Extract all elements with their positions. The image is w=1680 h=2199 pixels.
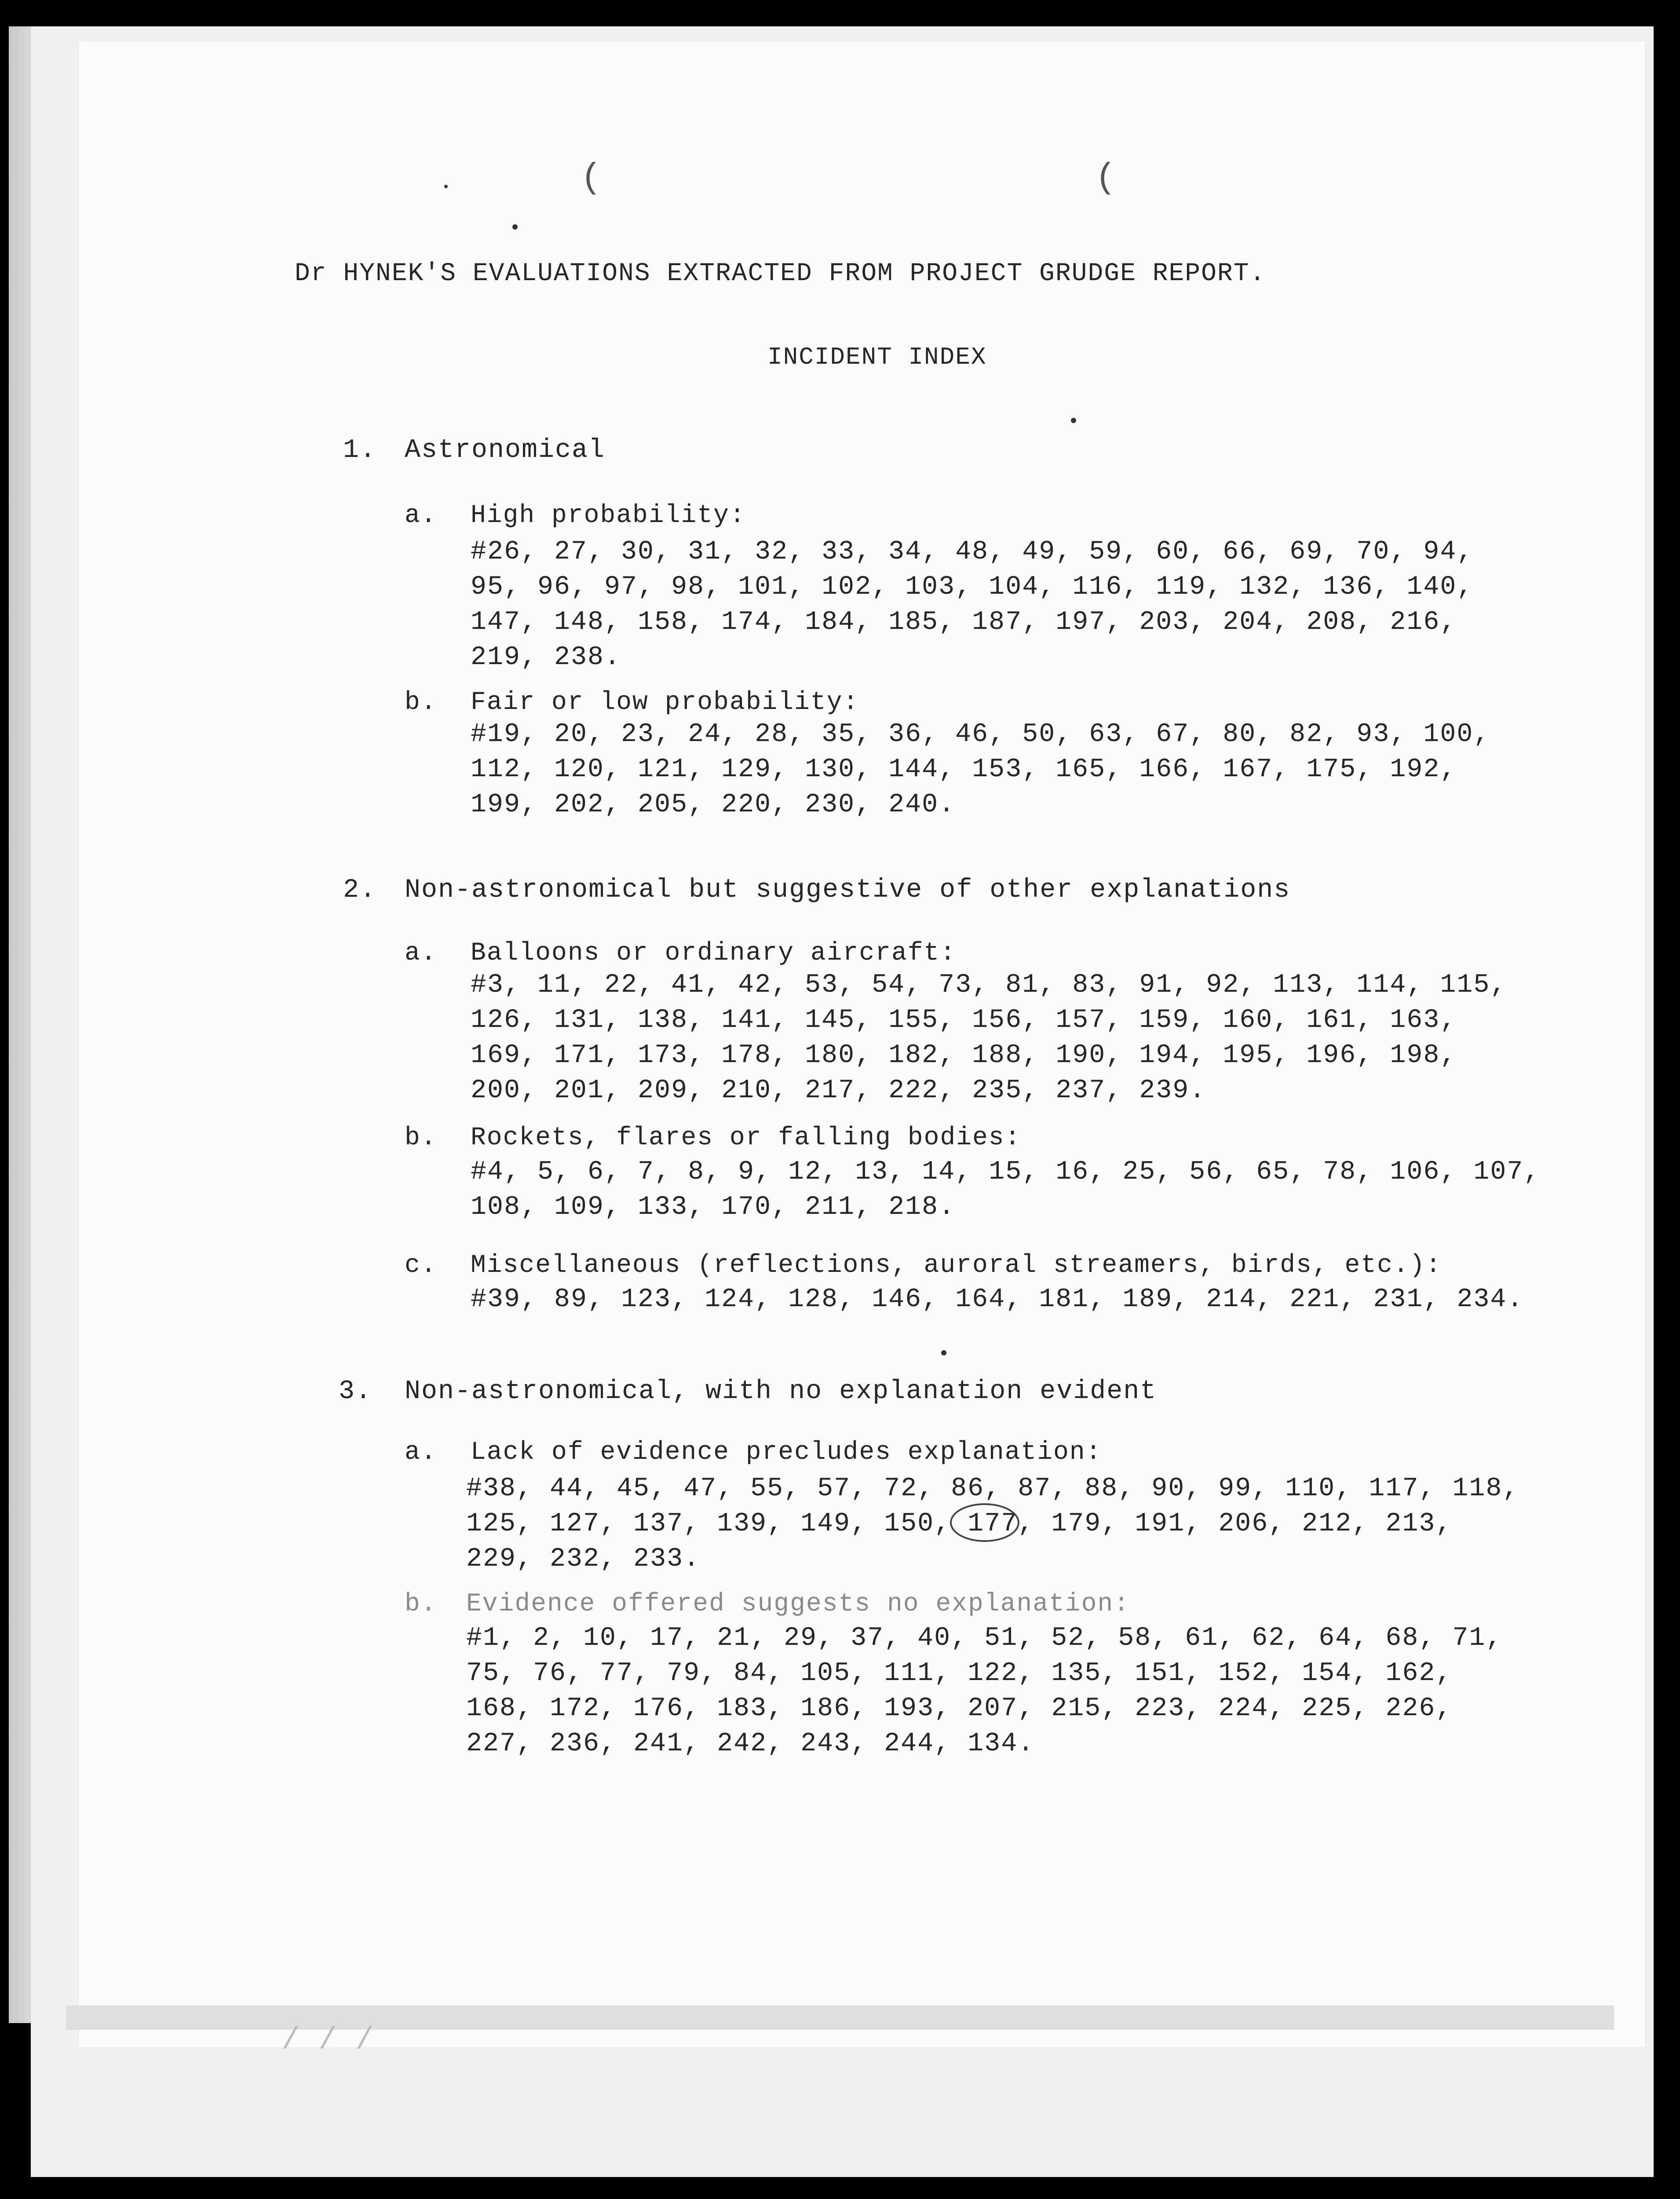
incident-line: #26, 27, 30, 31, 32, 33, 34, 48, 49, 59, 60, 66, 69, 70, 94, [471, 537, 1474, 567]
document-subtitle: INCIDENT INDEX [767, 343, 987, 371]
incident-line: 168, 172, 176, 183, 186, 193, 207, 215, 223, 224, 225, 226, [466, 1694, 1453, 1724]
incident-line: #38, 44, 45, 47, 55, 57, 72, 86, 87, 88, 90, 99, 110, 117, 118, [466, 1474, 1519, 1504]
incident-line: #1, 2, 10, 17, 21, 29, 37, 40, 51, 52, 58, 61, 62, 64, 68, 71, [466, 1623, 1503, 1653]
paren-mark: ( [1095, 158, 1117, 198]
incident-line: 200, 201, 209, 210, 217, 222, 235, 237, 239. [471, 1076, 1206, 1106]
incident-line: 147, 148, 158, 174, 184, 185, 187, 197, 203, 204, 208, 216, [471, 607, 1457, 637]
incident-line: 95, 96, 97, 98, 101, 102, 103, 104, 116, 119, 132, 136, 140, [471, 572, 1474, 602]
incident-line: #3, 11, 22, 41, 42, 53, 54, 73, 81, 83, 91, 92, 113, 114, 115, [471, 970, 1507, 1000]
subsection-letter: c. [405, 1251, 437, 1280]
subsection-label: Evidence offered suggests no explanation: [466, 1590, 1130, 1618]
subsection-letter: a. [405, 501, 437, 530]
incident-line: 108, 109, 133, 170, 211, 218. [471, 1192, 956, 1222]
section-heading: Astronomical [405, 435, 606, 465]
section-heading: Non-astronomical but suggestive of other explanations [405, 875, 1291, 905]
incident-list [471, 1154, 1540, 1225]
subsection-label: Miscellaneous (reflections, auroral streamers, birds, etc.): [471, 1251, 1442, 1280]
incident-line: 169, 171, 173, 178, 180, 182, 188, 190, 194, 195, 196, 198, [471, 1041, 1457, 1070]
incident-line: 229, 232, 233. [466, 1544, 701, 1574]
incident-line: #4, 5, 6, 7, 8, 9, 12, 13, 14, 15, 16, 25, 56, 65, 78, 106, 107, [471, 1157, 1541, 1187]
subsection-label: Balloons or ordinary aircraft: [471, 939, 957, 968]
subsection-letter: b. [405, 1590, 437, 1618]
paren-mark: ( [581, 158, 602, 198]
subsection-label: High probability: [471, 501, 746, 530]
incident-line: 75, 76, 77, 79, 84, 105, 111, 122, 135, 151, 152, 154, 162, [466, 1658, 1453, 1688]
subsection-label: Rockets, flares or falling bodies: [471, 1124, 1021, 1152]
subsection-label: Fair or low probability: [471, 688, 859, 717]
incident-list [471, 534, 1473, 675]
handwritten-circle [950, 1503, 1019, 1542]
incident-line: 125, 127, 137, 139, 149, 150, 177, 179, 191, 206, 212, 213, [466, 1509, 1453, 1539]
incident-list [471, 968, 1507, 1108]
incident-line: 112, 120, 121, 129, 130, 144, 153, 165, 166, 167, 175, 192, [471, 755, 1457, 785]
subsection-label: Lack of evidence precludes explanation: [471, 1438, 1102, 1467]
speck [512, 224, 518, 230]
incident-line: #19, 20, 23, 24, 28, 35, 36, 46, 50, 63, 67, 80, 82, 93, 100, [471, 720, 1490, 749]
section-number: 1. [343, 435, 377, 465]
incident-line: 126, 131, 138, 141, 145, 155, 156, 157, 159, 160, 161, 163, [471, 1005, 1457, 1035]
subsection-letter: b. [405, 1124, 437, 1152]
incident-line: 227, 236, 241, 242, 243, 244, 134. [466, 1729, 1035, 1759]
section-number: 2. [343, 875, 377, 905]
incident-list [471, 717, 1490, 822]
incident-line: 219, 238. [471, 643, 621, 672]
incident-line: 199, 202, 205, 220, 230, 240. [471, 790, 956, 820]
subsection-letter: b. [405, 688, 437, 717]
subsection-letter: a. [405, 1438, 437, 1467]
speck [941, 1350, 946, 1355]
document-title: Dr HYNEK'S EVALUATIONS EXTRACTED FROM PROJECT GRUDGE REPORT. [295, 259, 1266, 288]
subsection-letter: a. [405, 939, 437, 968]
incident-list [471, 1282, 1523, 1317]
section-heading: Non-astronomical, with no explanation evident [405, 1377, 1157, 1406]
incident-list [466, 1621, 1502, 1761]
speck [1071, 418, 1076, 423]
section-number: 3. [339, 1377, 373, 1406]
incident-line: #39, 89, 123, 124, 128, 146, 164, 181, 189, 214, 221, 231, 234. [471, 1285, 1524, 1315]
stray-mark: / / / [281, 2023, 374, 2058]
speck [444, 185, 448, 188]
